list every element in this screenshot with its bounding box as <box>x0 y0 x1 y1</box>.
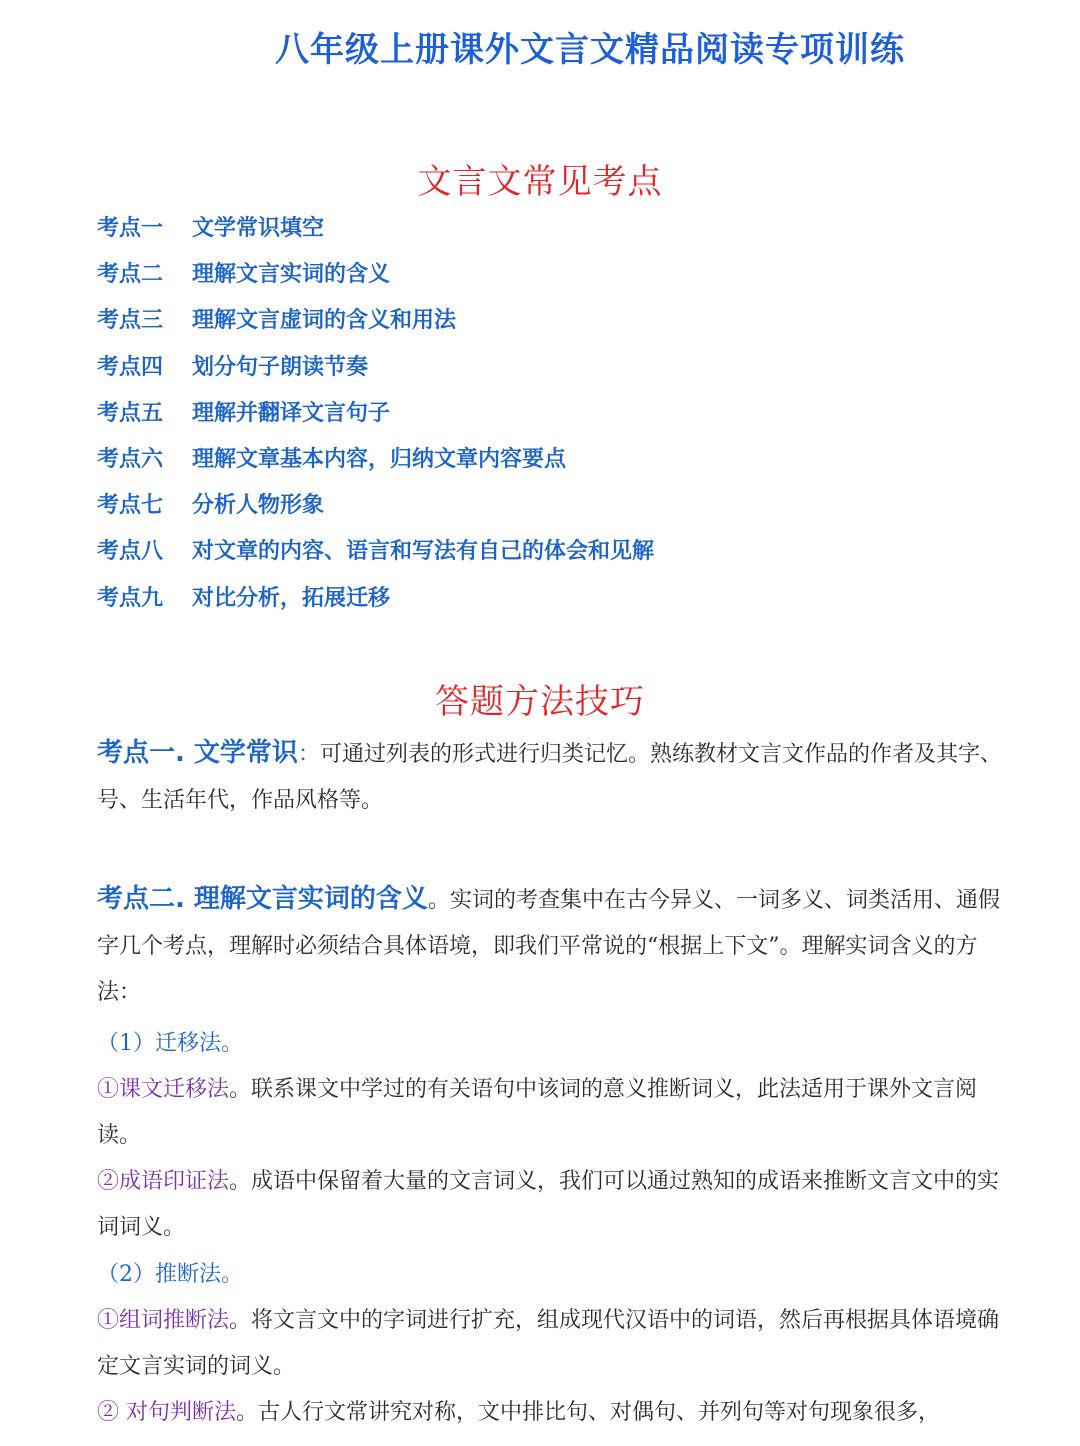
method-transfer-heading <box>97 1021 1007 1067</box>
kaodian-item <box>97 210 654 256</box>
kaodian-item <box>97 256 654 302</box>
kaodian-number: 考点二 <box>97 262 164 288</box>
method-text: 。将文言文中的字词进行扩充，组成现代汉语中的词语，然后再根据具体语境确定文言实词的词义。 <box>97 1308 1000 1379</box>
section-title-answer-methods: 答题方法技巧 <box>435 682 645 722</box>
kaodian-number: 考点三 <box>97 308 164 334</box>
section-title-common-points: 文言文常见考点 <box>417 162 663 202</box>
kaodian-number: 考点五 <box>97 400 164 426</box>
kaodian-number: 考点一 <box>97 216 164 241</box>
kaodian-item <box>97 302 654 348</box>
method-text: 。古人行文常讲究对称，文中排比句、对偶句、并列句等对句现象很多， <box>236 1400 941 1425</box>
kaodian-text: 理解文言虚词的含义和用法 <box>192 308 457 334</box>
method-textbook-transfer <box>97 1067 1007 1159</box>
paragraph-text: 可通过列表的形式进行归类记忆。熟练教材文言文作品的作者及其字、号、生活年代，作品风格等。 <box>97 742 1002 813</box>
kaodian-item <box>97 580 654 626</box>
method-dot: 。 <box>221 1031 244 1056</box>
paragraph-heading: 考点二. 理解文言实词的含义 <box>97 884 428 914</box>
method-text: 。联系课文中学过的有关语句中该词的意义推断词义，此法适用于课外文言阅读。 <box>97 1077 978 1148</box>
paragraph-heading: 考点一. 文学常识 <box>97 738 298 768</box>
method-inference-heading <box>97 1252 1007 1298</box>
kaodian-number: 考点八 <box>97 539 164 565</box>
method-label: （1）迁移法 <box>97 1031 221 1056</box>
kaodian-list <box>97 210 654 626</box>
method-label: ② 对句判断法 <box>97 1400 236 1425</box>
method-label: ①组词推断法 <box>97 1308 230 1333</box>
kaodian-text: 对比分析，拓展迁移 <box>192 585 391 611</box>
method-text: 。成语中保留着大量的文言词义，我们可以通过熟知的成语来推断文言文中的实词词义。 <box>97 1169 1000 1240</box>
kaodian-item <box>97 533 654 579</box>
paragraph-literary-knowledge <box>97 730 1007 824</box>
kaodian-item <box>97 441 654 487</box>
kaodian-number: 考点四 <box>97 354 164 380</box>
kaodian-text: 分析人物形象 <box>192 493 325 519</box>
paragraph-text: 。实词的考查集中在古今异义、一词多义、词类活用、通假字几个考点，理解时必须结合具体语境，即我们平常说的“根据上下文”。理解实词含义的方法： <box>97 888 1000 1005</box>
kaodian-text: 文学常识填空 <box>192 216 325 241</box>
main-title: 八年级上册课外文言文精品阅读专项训练 <box>275 30 905 70</box>
method-word-formation <box>97 1298 1007 1390</box>
kaodian-item <box>97 349 654 395</box>
kaodian-text: 理解并翻译文言句子 <box>192 400 391 426</box>
kaodian-text: 对文章的内容、语言和写法有自己的体会和见解 <box>192 539 655 565</box>
method-label: ②成语印证法 <box>97 1169 230 1194</box>
kaodian-text: 理解文章基本内容，归纳文章内容要点 <box>192 446 567 472</box>
kaodian-item <box>97 395 654 441</box>
method-dot: 。 <box>221 1262 244 1287</box>
method-parallel-sentence <box>97 1390 1007 1436</box>
kaodian-number: 考点六 <box>97 446 164 472</box>
method-label: ①课文迁移法 <box>97 1077 230 1102</box>
kaodian-number: 考点七 <box>97 493 164 519</box>
kaodian-text: 划分句子朗读节奏 <box>192 354 369 380</box>
method-idiom-verification <box>97 1159 1007 1251</box>
heading-colon: ： <box>297 742 320 767</box>
kaodian-text: 理解文言实词的含义 <box>192 262 391 288</box>
kaodian-item <box>97 487 654 533</box>
kaodian-number: 考点九 <box>97 585 164 611</box>
paragraph-content-words <box>97 876 1007 1016</box>
method-label: （2）推断法 <box>97 1262 221 1287</box>
